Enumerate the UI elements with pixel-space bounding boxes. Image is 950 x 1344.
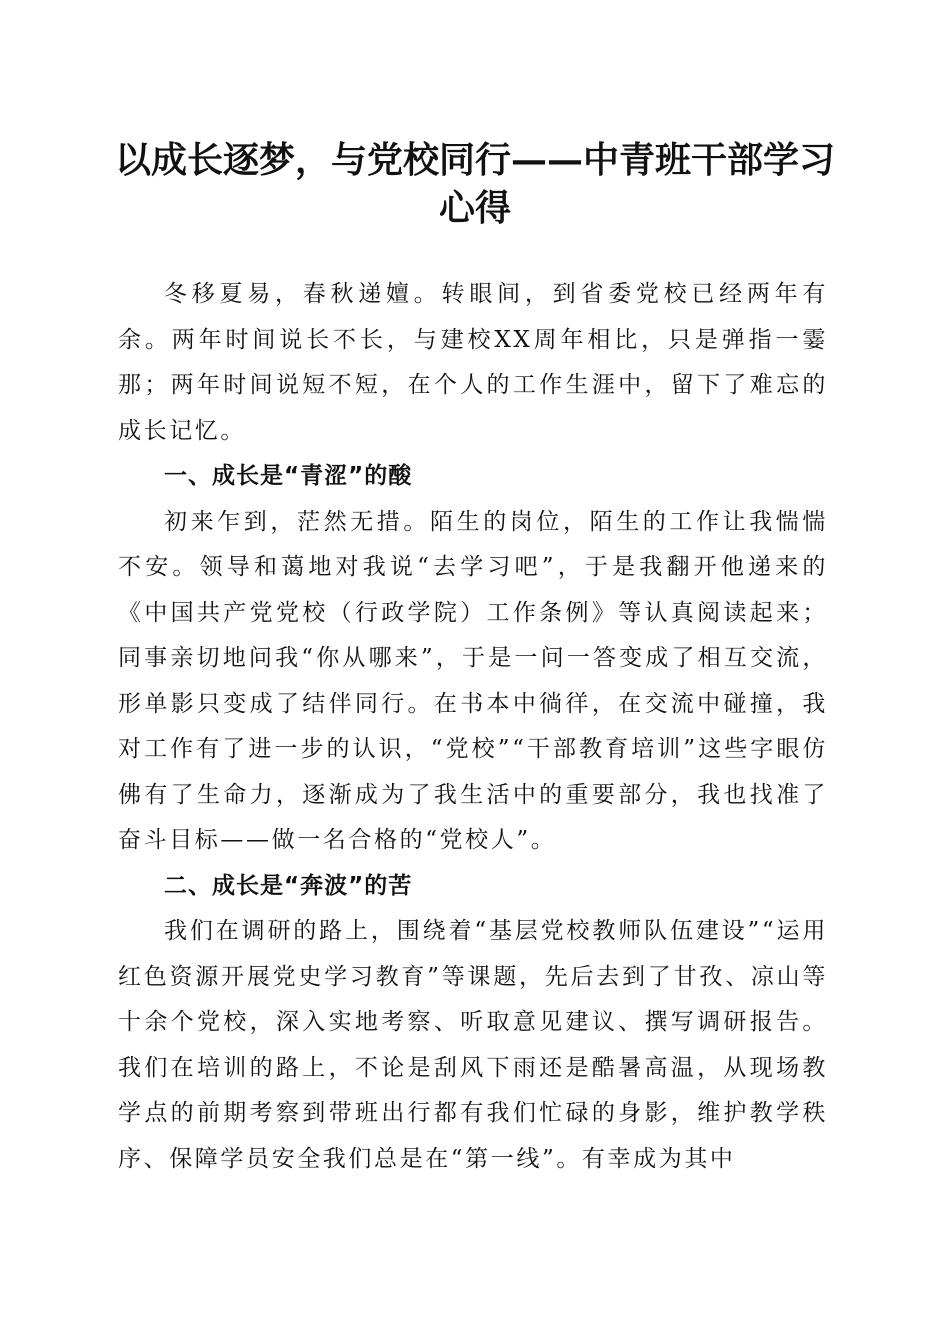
section-heading-2: 二、成长是“奔波”的苦	[164, 872, 413, 899]
document-title	[100, 136, 850, 232]
paragraph-section-2: 我们在调研的路上，围绕着“基层党校教师队伍建设”“运用红色资源开展党史学习教育”等课题，先后去到了甘孜、凉山等十余个党校，深入实地考察、听取意见建议、撰写调研报告。我们在培训的路上，不论是刮风下雨还是酷暑高温，从现场教学点的前期考察到带班出行都有我们忙碌的身影，维护教学秩序、保障学员安全我们总是在“第一线”。有幸成为其中	[118, 918, 828, 1172]
title-line-1: 以成长逐梦，与党校同行——中青班干部学习	[114, 139, 835, 181]
paragraph-section-1: 初来乍到，茫然无措。陌生的岗位，陌生的工作让我惴惴不安。领导和蔼地对我说“去学习吧”，于是我翻开他递来的《中国共产党党校（行政学院）工作条例》等认真阅读起来；同事亲切地问我“你从哪来”，于是一问一答变成了相互交流，形单影只变成了结伴同行。在书本中徜徉，在交流中碰撞，我对工作有了进一步的认识，“党校”“干部教育培训”这些字眼仿佛有了生命力，逐渐成为了我生活中的重要部分，我也找准了奋斗目标——做一名合格的“党校人”。	[118, 508, 828, 853]
paragraph-intro: 冬移夏易，春秋递嬗。转眼间，到省委党校已经两年有余。两年时间说长不长，与建校XX周年相比，只是弹指一霎那；两年时间说短不短，在个人的工作生涯中，留下了难忘的成长记忆。	[118, 281, 828, 444]
section-heading-1: 一、成长是“青涩”的酸	[164, 463, 413, 489]
document-body	[118, 272, 828, 1182]
title-line-2: 心得	[438, 187, 511, 229]
